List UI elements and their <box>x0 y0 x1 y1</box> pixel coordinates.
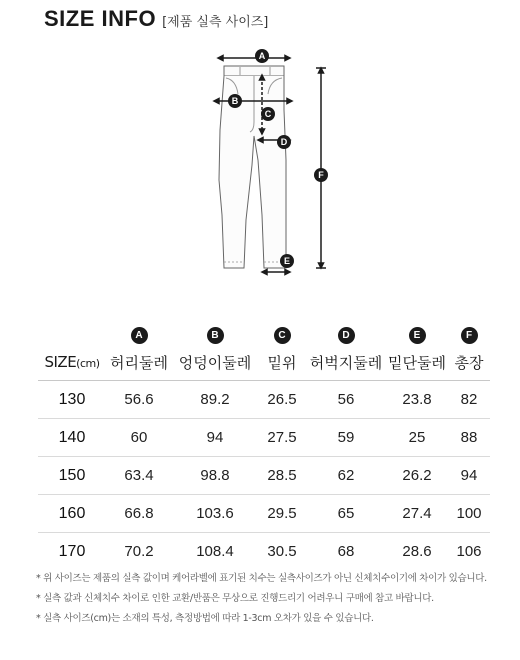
notes-section <box>36 570 506 630</box>
value-cell: 68 <box>337 543 355 560</box>
value-cell: 25 <box>386 419 448 457</box>
svg-text:D: D <box>280 137 288 148</box>
table-row <box>38 457 490 495</box>
value-cell: 100 <box>448 495 490 533</box>
column-letter-row <box>38 322 490 344</box>
column-marker-b: B <box>207 327 224 344</box>
value-cell: 63.4 <box>106 457 172 495</box>
value-cell: 56.6 <box>106 381 172 419</box>
size-table <box>38 322 490 570</box>
svg-text:E: E <box>283 256 291 267</box>
size-cell: 150 <box>38 457 106 495</box>
table-header-row <box>38 344 490 381</box>
svg-text:B: B <box>231 96 239 107</box>
size-cell: 160 <box>38 495 106 533</box>
value-cell: 89.2 <box>172 381 258 419</box>
table-row <box>38 495 490 533</box>
table-row <box>38 381 490 419</box>
value-cell: 98.8 <box>172 457 258 495</box>
value-cell: 26.5 <box>258 381 306 419</box>
value-cell: 26.2 <box>386 457 448 495</box>
value-cell: 30.5 <box>267 543 297 560</box>
size-column-header: SIZE(cm) <box>38 344 106 381</box>
title-sub: [제품 실측 사이즈] <box>162 15 269 30</box>
value-cell: 108.4 <box>196 543 234 560</box>
value-cell: 65 <box>306 495 386 533</box>
svg-text:A: A <box>258 51 266 62</box>
value-cell: 28.6 <box>402 543 432 560</box>
table-row <box>38 533 490 571</box>
value-cell: 23.8 <box>386 381 448 419</box>
page-title <box>44 6 268 32</box>
svg-text:C: C <box>264 109 272 120</box>
table-row <box>38 419 490 457</box>
column-marker-d: D <box>338 327 355 344</box>
column-marker-f: F <box>461 327 478 344</box>
value-cell: 66.8 <box>106 495 172 533</box>
value-cell: 94 <box>172 419 258 457</box>
header-rise: 밑위 <box>258 344 306 381</box>
value-cell: 103.6 <box>172 495 258 533</box>
value-cell: 27.5 <box>258 419 306 457</box>
pants-size-diagram <box>200 40 340 280</box>
pants-illustration <box>219 66 286 268</box>
header-hip: 엉덩이둘레 <box>172 344 258 381</box>
marker-f <box>314 168 328 182</box>
value-cell: 106 <box>456 543 482 560</box>
column-marker-e: E <box>409 327 426 344</box>
marker-c <box>261 107 275 121</box>
marker-d <box>277 135 291 149</box>
value-cell: 94 <box>448 457 490 495</box>
note-item: * 실측 사이즈(cm)는 소재의 특성, 측정방법에 따라 1-3cm 오차가 있을 수 있습니다. <box>36 613 374 624</box>
note-item: * 실측 값과 신체치수 차이로 인한 교환/반품은 무상으로 진행드리기 어려우니 구매에 참고 바랍니다. <box>36 593 434 604</box>
value-cell: 82 <box>448 381 490 419</box>
size-cell: 170 <box>58 542 86 560</box>
column-marker-c: C <box>274 327 291 344</box>
value-cell: 56 <box>306 381 386 419</box>
value-cell: 60 <box>106 419 172 457</box>
svg-text:F: F <box>318 170 324 181</box>
note-item: * 위 사이즈는 제품의 실측 값이며 케어라벨에 표기된 치수는 실측사이즈가 아닌 신체치수이기에 차이가 있습니다. <box>36 573 487 584</box>
value-cell: 62 <box>306 457 386 495</box>
value-cell: 59 <box>306 419 386 457</box>
size-unit: (cm) <box>76 357 100 370</box>
title-main: SIZE INFO <box>44 6 157 31</box>
value-cell: 29.5 <box>258 495 306 533</box>
value-cell: 70.2 <box>124 543 154 560</box>
column-marker-a: A <box>131 327 148 344</box>
size-cell: 130 <box>38 381 106 419</box>
value-cell: 27.4 <box>386 495 448 533</box>
marker-b <box>228 94 242 108</box>
value-cell: 28.5 <box>258 457 306 495</box>
marker-e <box>280 254 294 268</box>
marker-a <box>255 49 269 63</box>
value-cell: 88 <box>448 419 490 457</box>
header-waist: 허리둘레 <box>106 344 172 381</box>
header-hem: 밑단둘레 <box>386 344 448 381</box>
header-length: 총장 <box>448 344 490 381</box>
header-thigh: 허벅지둘레 <box>306 344 386 381</box>
size-cell: 140 <box>38 419 106 457</box>
